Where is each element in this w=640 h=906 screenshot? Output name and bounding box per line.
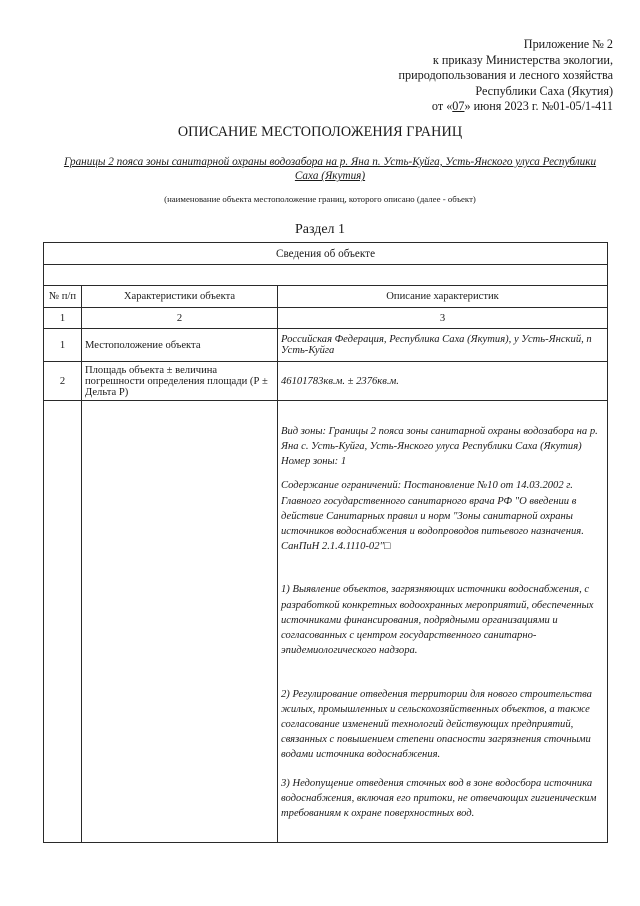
restrictions: Содержание ограничений: Постановление №10 от 14.03.2002 г. Главного государственного санитарного врача РФ "О введении в действие Санитарных правил и норм "Зоны санитарной охраны источников водоснабжения и водопроводов питьевого назначения. СанПиН 2.1.4.1110-02"□ [281,480,584,553]
row-characteristic: Местоположение объекта [82,329,278,362]
order-header [398,37,613,115]
object-name-note: (наименование объекта местоположение границ, которого описано (далее - объект) [164,194,476,204]
header-cell-description: Описание характеристик [278,286,608,308]
zone-type: Вид зоны: Границы 2 пояса зоны санитарной охраны водозабора на р. Яна с. Усть-Куйга, Усть-Янского улуса Республики Саха (Якутия) [281,425,598,453]
table-row [44,362,608,401]
row-number-empty [44,401,82,843]
header-cell-characteristic: Характеристики объекта [82,286,278,308]
row-number: 2 [44,362,82,401]
header-cell-number: № п/п [44,286,82,308]
document-title: ОПИСАНИЕ МЕСТОПОЛОЖЕНИЯ ГРАНИЦ [177,124,463,140]
header-line: к приказу Министерства экологии, [432,52,613,67]
row-value: 46101783кв.м. ± 2376кв.м. [278,362,608,401]
zone-description-cell [278,401,608,843]
table-caption: Сведения об объекте [44,243,608,265]
row-characteristic-empty [82,401,278,843]
restriction-item-2: 2) Регулирование отведения территории для нового строительства жилых, промышленных и сельскохозяйственных объектов, а также согласование изменений технологий действующих предприятий, связанных с повышением степени опасности загрязнения сточными водами источника водоснабжения. [281,688,592,761]
date-prefix: от « [431,99,453,114]
header-line: Республики Саха (Якутия) [475,83,613,98]
table-row [44,329,608,362]
object-name: Границы 2 пояса зоны санитарной охраны водозабора на р. Яна п. Усть-Куйга, Усть-Янского улуса Республики Саха (Якутия) [63,156,597,183]
date-suffix: » июня 2023 г. №01-05/1-411 [464,99,613,114]
row-value: Российская Федерация, Республика Саха (Якутия), у Усть-Янский, п Усть-Куйга [278,329,608,362]
column-number: 1 [44,308,82,329]
empty-row [44,265,608,286]
restriction-item-3: 3) Недопущение отведения сточных вод в зоне водосбора источника водоснабжения, включая его притоки, не отвечающих гигиеническим требованиям к охране поверхностных вод. [281,777,597,819]
object-info-table [43,242,608,843]
column-number: 3 [278,308,608,329]
column-number: 2 [82,308,278,329]
order-date [398,99,613,115]
row-number: 1 [44,329,82,362]
table-row [44,401,608,843]
zone-number: Номер зоны: 1 [281,456,347,468]
row-characteristic: Площадь объекта ± величина погрешности определения площади (Р ± Дельта Р) [82,362,278,401]
restriction-item-1: 1) Выявление объектов, загрязняющих источники водоснабжения, с разработкой конкретных водоохранных мероприятий, обеспеченных источниками финансирования, подрядными организациями и согласованных с центром государственного санитарно-эпидемиологического надзора. [281,584,594,657]
header-line: Приложение № 2 [523,37,613,51]
header-line: природопользования и лесного хозяйства [398,68,613,83]
section-title: Раздел 1 [294,222,346,237]
date-day: 07 [452,99,465,114]
